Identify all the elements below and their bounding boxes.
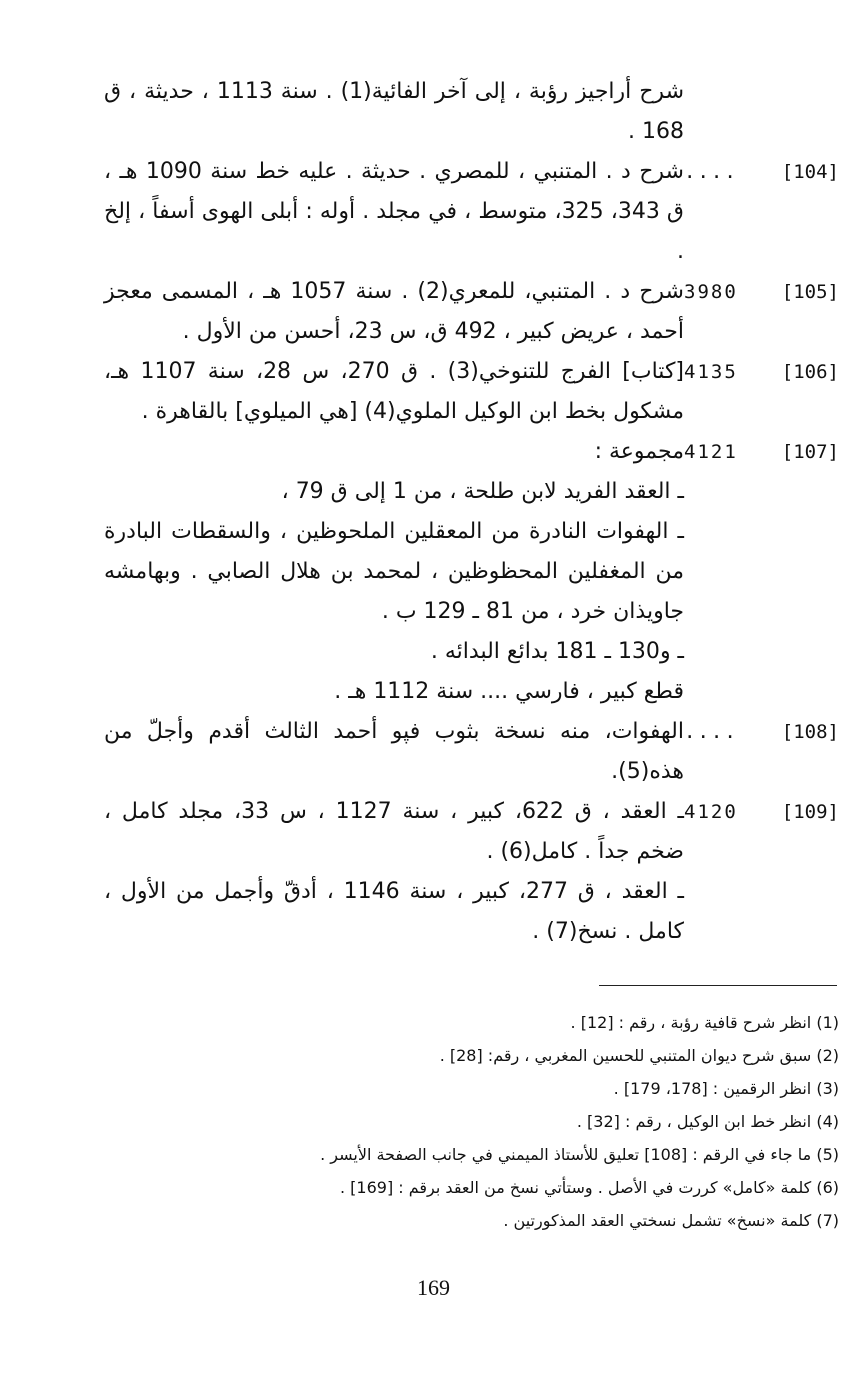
entry-line: قطع كبير ، فارسي .... سنة 1112 هـ . <box>334 679 684 704</box>
catalog-entry <box>0 352 867 432</box>
entry-text <box>104 72 684 152</box>
entry-text <box>104 272 684 352</box>
catalog-entry <box>0 152 867 272</box>
entry-text <box>104 792 684 952</box>
entry-line: ـ و130 ـ 181 بدائع البدائه . <box>430 639 684 664</box>
catalog-entry <box>0 792 867 952</box>
footnote-divider <box>599 985 837 986</box>
entry-text <box>104 152 684 272</box>
entry-line: ـ الهفوات النادرة من المعقلين الملحوظين ، والسقطات البادرة من المغفلين المحظوظين ، لمحمد بن هلال الصابي . وبهامشه جاويذان خرد ، من 81 ـ 129 ب . <box>104 519 684 624</box>
entry-line: مجموعة : <box>594 439 684 464</box>
footnotes <box>79 1006 839 1237</box>
manuscript-number: .... <box>684 161 738 183</box>
manuscript-number: .... <box>684 721 738 743</box>
catalog-entry <box>0 712 867 792</box>
footnote: (3) انظر الرقمين : [178، 179] . <box>613 1079 839 1098</box>
entry-number: [108] <box>781 721 839 743</box>
catalog-entries <box>0 72 867 952</box>
footnote: (6) كلمة «كامل» كررت في الأصل . وستأتي نسخ من العقد برقم : [169] . <box>339 1178 839 1197</box>
entry-line: ـ العقد الفريد لابن طلحة ، من 1 إلى ق 79 ، <box>281 479 684 504</box>
footnote: (4) انظر خط ابن الوكيل ، رقم : [32] . <box>576 1112 839 1131</box>
page-number: 169 <box>417 1275 450 1300</box>
entry-line: ـ العقد ، ق 622، كبير ، سنة 1127 ، س 33، مجلد كامل ، ضخم جداً . كامل(6) . <box>104 799 685 864</box>
entry-line: ـ العقد ، ق 277، كبير ، سنة 1146 ، أدقّ وأجمل من الأول ، كامل . نسخ(7) . <box>104 879 684 944</box>
entry-number: [105] <box>781 281 839 303</box>
entry-line: شرح أراجيز رؤبة ، إلى آخر الفائية(1) . سنة 1113 ، حديثة ، ق 168 . <box>104 79 684 144</box>
manuscript-number: 3980 <box>684 281 738 303</box>
footnote: (1) انظر شرح قافية رؤبة ، رقم : [12] . <box>570 1013 839 1032</box>
catalog-entry <box>0 72 867 152</box>
entry-line: شرح د . المتنبي، للمعري(2) . سنة 1057 هـ ، المسمى معجز أحمد ، عريض كبير ، 492 ق، س 23، أحسن من الأول . <box>104 279 684 344</box>
entry-text <box>104 712 684 792</box>
manuscript-number: 4120 <box>684 801 738 823</box>
footnote: (2) سبق شرح ديوان المتنبي للحسين المغربي ، رقم: [28] . <box>439 1046 839 1065</box>
entry-line: شرح د . المتنبي ، للمصري . حديثة . عليه خط سنة 1090 هـ ، ق 343، 325، متوسط ، في مجلد . أوله : أبلى الهوى أسفاً ، إلخ . <box>104 159 685 264</box>
manuscript-number: 4121 <box>684 441 738 463</box>
entry-line: الهفوات، منه نسخة بثوب فپو أحمد الثالث أقدم وأجلّ من هذه(5). <box>104 719 684 784</box>
entry-number: [109] <box>781 801 839 823</box>
entry-line: [كتاب] الفرج للتنوخي(3) . ق 270، س 28، سنة 1107 هـ، مشكول بخط ابن الوكيل الملوي(4) [هي الميلوي] بالقاهرة . <box>104 359 684 424</box>
catalog-entry <box>0 432 867 712</box>
entry-number: [107] <box>781 441 839 463</box>
footnote: (7) كلمة «نسخ» تشمل نسختي العقد المذكورتين . <box>503 1211 839 1230</box>
entry-number: [104] <box>781 161 839 183</box>
footnote: (5) ما جاء في الرقم : [108] تعليق للأستاذ الميمني في جانب الصفحة الأيسر . <box>320 1145 839 1164</box>
entry-text <box>104 432 684 712</box>
manuscript-number: 4135 <box>684 361 738 383</box>
entry-text <box>104 352 684 432</box>
catalog-entry <box>0 272 867 352</box>
entry-number: [106] <box>781 361 839 383</box>
